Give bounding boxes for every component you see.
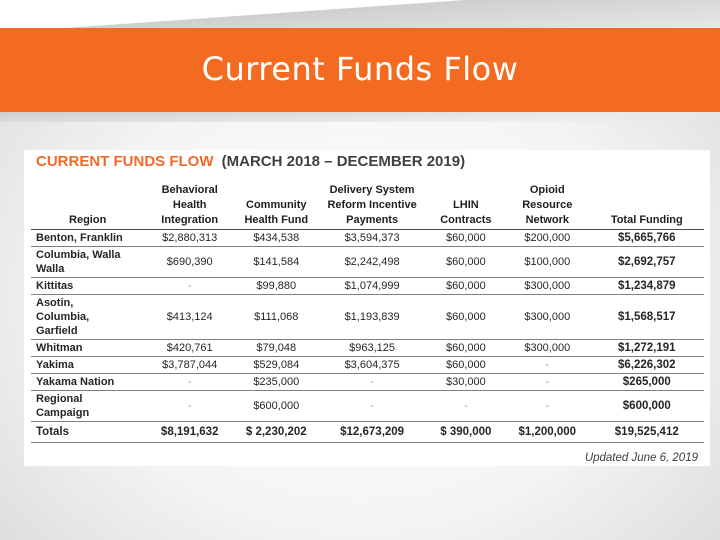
region-line: Walla (36, 263, 65, 275)
cell-total: $265,000 (590, 374, 704, 391)
cell-delivery-system: - (317, 391, 426, 422)
cell-delivery-system: $2,242,498 (317, 247, 426, 278)
funds-table-card (24, 150, 710, 466)
cell-behavioral-health: $413,124 (144, 295, 235, 340)
table-row (31, 247, 704, 278)
cell-delivery-system: $3,604,375 (317, 357, 426, 374)
cell-community-health: $111,068 (235, 295, 317, 340)
col-header-region (31, 183, 144, 230)
table-row (31, 295, 704, 340)
totals-cell-total: $19,525,412 (590, 422, 704, 443)
cell-behavioral-health: - (144, 374, 235, 391)
totals-row (31, 422, 704, 443)
cell-community-health: $235,000 (235, 374, 317, 391)
col-header-total (590, 183, 704, 230)
cell-community-health: $99,880 (235, 278, 317, 295)
totals-cell-delivery-system: $12,673,209 (317, 422, 426, 443)
cell-delivery-system: $1,074,999 (317, 278, 426, 295)
cell-community-health: $434,538 (235, 230, 317, 247)
col-header-behavioral-health (144, 183, 235, 230)
region-line: Kittitas (36, 280, 74, 292)
cell-total: $1,568,517 (590, 295, 704, 340)
table-row (31, 278, 704, 295)
col-header-line: Opioid (529, 184, 565, 196)
col-header-community-health (235, 183, 317, 230)
col-header-line: Resource (522, 199, 573, 211)
funds-table (31, 183, 704, 443)
col-header-line: Payments (346, 214, 399, 226)
cell-opioid: - (505, 374, 590, 391)
cell-delivery-system: $1,193,839 (317, 295, 426, 340)
totals-cell-opioid: $1,200,000 (505, 422, 590, 443)
cell-total: $1,272,191 (590, 340, 704, 357)
col-header-line: LHIN (453, 199, 479, 211)
cell-lhin: $30,000 (427, 374, 505, 391)
cell-delivery-system: $963,125 (317, 340, 426, 357)
region-line: Benton, Franklin (36, 232, 123, 244)
region-line: Regional (36, 393, 83, 405)
col-header-delivery-system (317, 183, 426, 230)
col-header-line: Region (69, 214, 107, 226)
col-header-line: Contracts (440, 214, 492, 226)
cell-region (31, 374, 144, 391)
region-line: Columbia, (36, 311, 90, 323)
region-line: Whitman (36, 342, 83, 354)
cell-behavioral-health: - (144, 278, 235, 295)
cell-opioid: $200,000 (505, 230, 590, 247)
cell-behavioral-health: $3,787,044 (144, 357, 235, 374)
cell-opioid: $300,000 (505, 340, 590, 357)
table-row (31, 374, 704, 391)
top-decor-stripe (0, 0, 720, 30)
totals-cell-community-health: $ 2,230,202 (235, 422, 317, 443)
col-header-line: Reform Incentive (327, 199, 417, 211)
totals-cell-behavioral-health: $8,191,632 (144, 422, 235, 443)
table-row (31, 391, 704, 422)
cell-lhin: $60,000 (427, 295, 505, 340)
cell-lhin: $60,000 (427, 247, 505, 278)
cell-community-health: $600,000 (235, 391, 317, 422)
cell-total: $1,234,879 (590, 278, 704, 295)
col-header-line: Delivery System (329, 184, 415, 196)
cell-region (31, 340, 144, 357)
banner-shadow (0, 112, 720, 122)
col-header-line: Network (525, 214, 569, 226)
table-row (31, 357, 704, 374)
col-header-line: Integration (161, 214, 219, 226)
region-line: Asotin, (36, 297, 74, 309)
cell-behavioral-health: $690,390 (144, 247, 235, 278)
totals-cell-lhin: $ 390,000 (427, 422, 505, 443)
col-header-lhin (427, 183, 505, 230)
region-line: Garfield (36, 325, 78, 337)
cell-opioid: $100,000 (505, 247, 590, 278)
cell-behavioral-health: - (144, 391, 235, 422)
table-row (31, 340, 704, 357)
cell-opioid: $300,000 (505, 278, 590, 295)
table-row (31, 230, 704, 247)
cell-community-health: $141,584 (235, 247, 317, 278)
table-title-range: (MARCH 2018 – DECEMBER 2019) (221, 153, 466, 170)
col-header-line: Health Fund (244, 214, 309, 226)
cell-region (31, 230, 144, 247)
totals-label: Totals (31, 422, 144, 443)
cell-opioid: - (505, 391, 590, 422)
cell-lhin: $60,000 (427, 230, 505, 247)
col-header-line: Health (172, 199, 207, 211)
cell-total: $2,692,757 (590, 247, 704, 278)
cell-community-health: $79,048 (235, 340, 317, 357)
table-title (36, 153, 465, 170)
region-line: Yakima (36, 359, 74, 371)
cell-opioid: - (505, 357, 590, 374)
cell-total: $6,226,302 (590, 357, 704, 374)
cell-lhin: $60,000 (427, 357, 505, 374)
table-body (31, 230, 704, 443)
cell-total: $600,000 (590, 391, 704, 422)
cell-opioid: $300,000 (505, 295, 590, 340)
cell-lhin: $60,000 (427, 340, 505, 357)
table-title-main: CURRENT FUNDS FLOW (36, 153, 214, 170)
region-line: Campaign (36, 407, 90, 419)
col-header-opioid (505, 183, 590, 230)
cell-region (31, 295, 144, 340)
region-line: Columbia, Walla (36, 249, 121, 261)
cell-community-health: $529,084 (235, 357, 317, 374)
cell-region (31, 247, 144, 278)
slide-title: Current Funds Flow (201, 50, 519, 88)
cell-region (31, 391, 144, 422)
cell-region (31, 278, 144, 295)
cell-region (31, 357, 144, 374)
col-header-line: Total Funding (610, 214, 683, 226)
region-line: Yakama Nation (36, 376, 115, 388)
cell-behavioral-health: $420,761 (144, 340, 235, 357)
table-header-row (31, 183, 704, 230)
updated-note: Updated June 6, 2019 (584, 452, 698, 464)
cell-total: $5,665,766 (590, 230, 704, 247)
cell-delivery-system: $3,594,373 (317, 230, 426, 247)
cell-lhin: - (427, 391, 505, 422)
cell-lhin: $60,000 (427, 278, 505, 295)
col-header-line: Behavioral (161, 184, 218, 196)
col-header-line: Community (246, 199, 307, 211)
cell-delivery-system: - (317, 374, 426, 391)
cell-behavioral-health: $2,880,313 (144, 230, 235, 247)
